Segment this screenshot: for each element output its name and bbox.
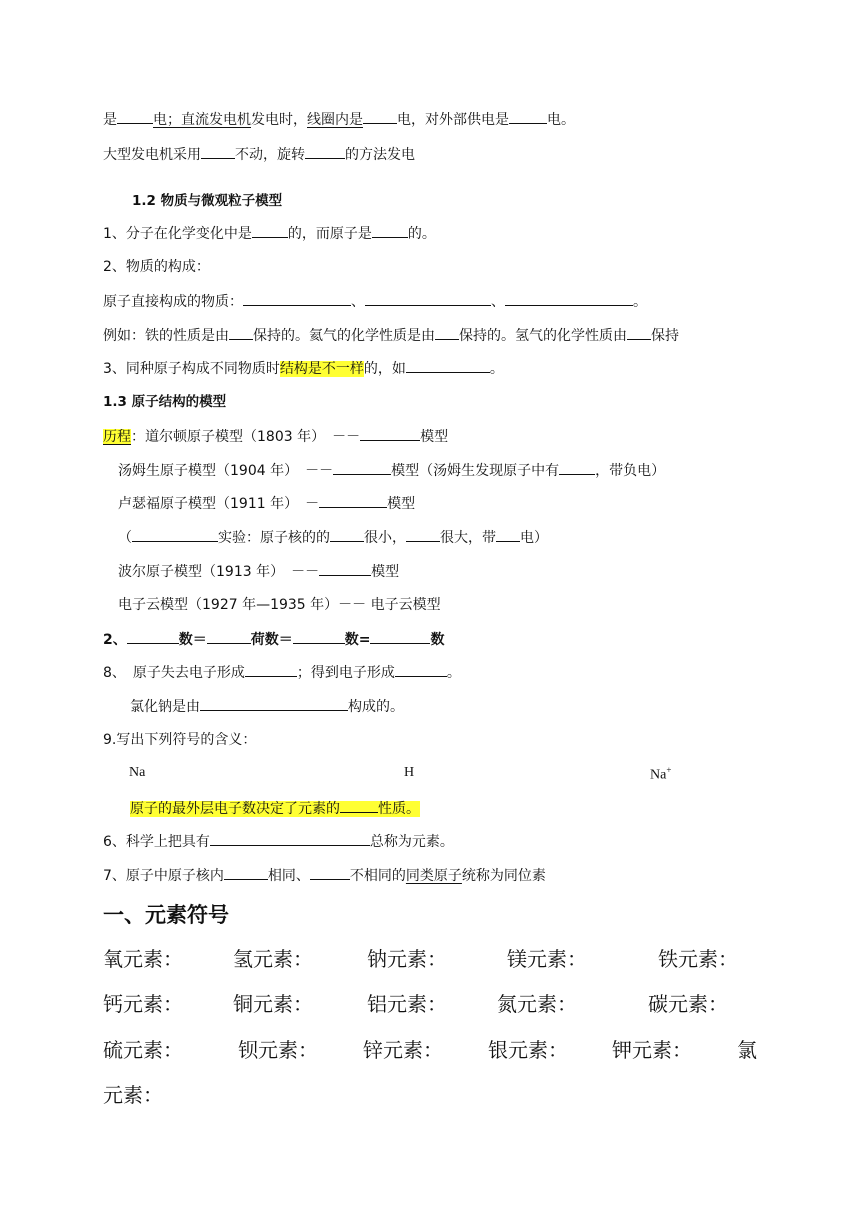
- generator-line-1: 是 电；直流发电机发电时，线圈内是 电，对外部供电是 电。: [103, 108, 575, 131]
- nacl-line: 氯化钠是由 构成的。: [130, 695, 404, 718]
- bohr-model-line: 波尔原子模型（1913 年） －－ 模型: [118, 560, 399, 583]
- element-nitrogen: 氮元素：: [497, 992, 577, 1016]
- history-label: 历程: [103, 429, 131, 445]
- symbol-h: H: [404, 765, 415, 780]
- number-relation-line: 2、 数＝ 荷数＝ 数= 数: [103, 628, 444, 651]
- element-magnesium: 镁元素：: [507, 947, 587, 971]
- symbol-na: Na: [129, 765, 146, 780]
- element-copper: 铜元素：: [233, 992, 313, 1016]
- question-1: 1、分子在化学变化中是 的，而原子是 的。: [103, 222, 436, 245]
- element-calcium: 钙元素：: [103, 992, 183, 1016]
- element-sulfur: 硫元素：: [103, 1038, 183, 1062]
- dalton-model-line: 历程：道尔顿原子模型（1803 年） －－ 模型: [103, 425, 448, 448]
- element-potassium: 钾元素：: [612, 1038, 692, 1062]
- section-heading-1-3: 1.3 原子结构的模型: [103, 394, 227, 410]
- element-chlorine-end: 元素：: [103, 1083, 163, 1107]
- element-sodium: 钠元素：: [367, 947, 447, 971]
- question-6: 6、科学上把具有 总称为元素。: [103, 830, 454, 853]
- element-hydrogen: 氢元素：: [233, 947, 313, 971]
- element-chlorine-start: 氯: [737, 1038, 757, 1062]
- element-aluminium: 铝元素：: [367, 992, 447, 1016]
- element-carbon: 碳元素：: [648, 992, 728, 1016]
- element-barium: 钡元素：: [238, 1038, 318, 1062]
- element-silver: 银元素：: [488, 1038, 568, 1062]
- question-9: 9.写出下列符号的含义：: [103, 732, 257, 748]
- experiment-line: （ 实验：原子核的的 很小， 很大，带 电）: [118, 526, 548, 549]
- element-iron: 铁元素：: [658, 947, 738, 971]
- thomson-model-line: 汤姆生原子模型（1904 年） －－ 模型（汤姆生发现原子中有 ，带负电）: [118, 459, 665, 482]
- outer-electron-note: 原子的最外层电子数决定了元素的 性质。: [130, 797, 420, 820]
- atom-substances-line: 原子直接构成的物质： 、 、 。: [103, 290, 647, 313]
- question-8: 8、 原子失去电子形成 ；得到电子形成 。: [103, 661, 461, 684]
- element-oxygen: 氧元素：: [103, 947, 183, 971]
- section-heading-1-2: 1.2 物质与微观粒子模型: [132, 193, 283, 209]
- question-7: 7、原子中原子核内 相同、 不相同的同类原子统称为同位素: [103, 864, 546, 887]
- element-zinc: 锌元素：: [363, 1038, 443, 1062]
- example-line: 例如：铁的性质是由 保持的。氦气的化学性质是由 保持的。氢气的化学性质由 保持: [103, 324, 679, 347]
- question-2: 2、物质的构成：: [103, 259, 210, 275]
- rutherford-model-line: 卢瑟福原子模型（1911 年） － 模型: [118, 492, 415, 515]
- generator-line-2: 大型发电机采用 不动，旋转 的方法发电: [103, 143, 415, 166]
- electron-cloud-line: 电子云模型（1927 年—1935 年）－－ 电子云模型: [118, 597, 441, 613]
- element-symbols-heading: 一、元素符号: [103, 903, 229, 927]
- symbol-na-ion: Na+: [650, 765, 672, 783]
- question-3: 3、同种原子构成不同物质时结构是不一样的，如 。: [103, 357, 504, 380]
